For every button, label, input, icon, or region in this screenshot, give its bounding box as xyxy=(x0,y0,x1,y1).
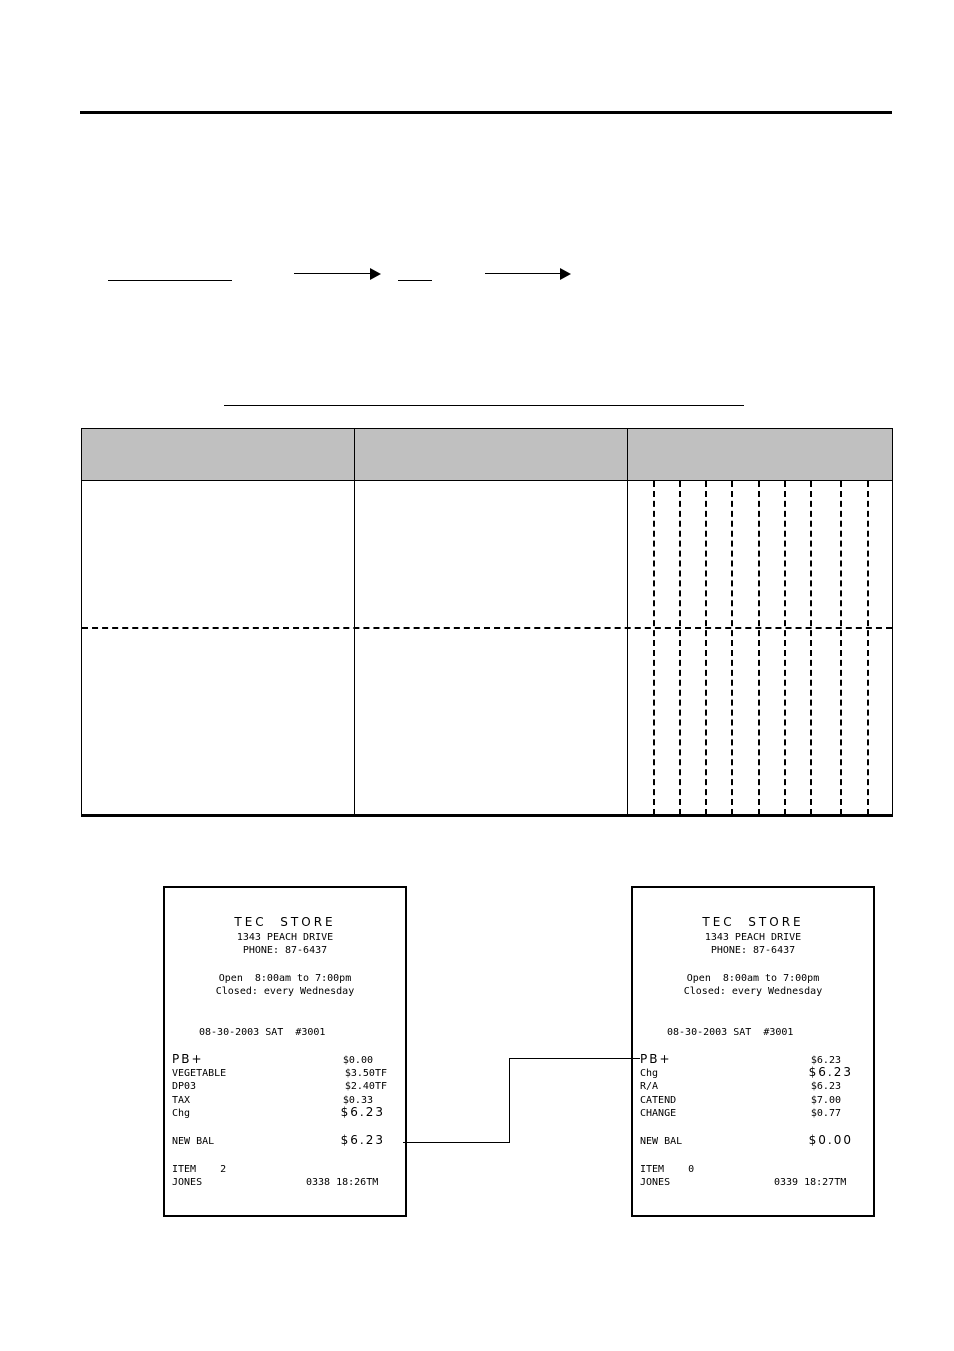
receipt-line-amount: $7.00 xyxy=(810,1095,841,1106)
receipt-line-amount: $3.50TF xyxy=(344,1068,387,1079)
balance-amount: $6.23 xyxy=(340,1133,385,1147)
store-hours: Open 8:00am to 7:00pm xyxy=(686,973,820,984)
receipt-line-amount: $6.23 xyxy=(340,1105,385,1119)
store-address: 1343 PEACH DRIVE xyxy=(236,932,334,943)
key-column-line xyxy=(758,481,760,815)
connector-line xyxy=(509,1058,510,1143)
receipt-line-amount: $6.23 xyxy=(810,1081,841,1092)
balance-label: NEW BAL xyxy=(640,1136,683,1147)
receipt-line-label: R/A xyxy=(640,1081,659,1092)
connector-line xyxy=(509,1058,640,1059)
key-column-line xyxy=(867,481,869,815)
receipt-line-amount: $6.23 xyxy=(808,1065,853,1079)
receipt-right xyxy=(631,886,875,1217)
arrow-shaft-1 xyxy=(294,273,374,274)
receipt-line-label: Chg xyxy=(172,1108,191,1119)
item-count: ITEM 0 xyxy=(640,1164,695,1175)
receipt-line-amount: $0.77 xyxy=(810,1108,841,1119)
date-line: 08-30-2003 SAT #3001 xyxy=(199,1027,326,1038)
column-divider xyxy=(627,429,628,815)
date-line: 08-30-2003 SAT #3001 xyxy=(667,1027,794,1038)
connector-line xyxy=(403,1142,510,1143)
balance-label: NEW BAL xyxy=(172,1136,215,1147)
key-column-line xyxy=(731,481,733,815)
receipt-line-label: TAX xyxy=(172,1095,191,1106)
store-address: 1343 PEACH DRIVE xyxy=(704,932,802,943)
key-column-line xyxy=(679,481,681,815)
operation-table xyxy=(81,428,893,817)
receipt-line-label: CHANGE xyxy=(640,1108,677,1119)
row-divider xyxy=(82,627,892,629)
receipt-line-label: PB+ xyxy=(640,1052,672,1066)
receipt-left xyxy=(163,886,407,1217)
key-column-line xyxy=(784,481,786,815)
item-count: ITEM 2 xyxy=(172,1164,227,1175)
table-title-underline xyxy=(224,405,744,406)
top-rule xyxy=(80,111,892,114)
closed-day: Closed: every Wednesday xyxy=(215,986,355,997)
receipt-line-label: Chg xyxy=(640,1068,659,1079)
key-column-line xyxy=(705,481,707,815)
receipt-line-label: CATEND xyxy=(640,1095,677,1106)
store-phone: PHONE: 87-6437 xyxy=(710,945,796,956)
clerk-name: JONES xyxy=(640,1177,671,1188)
balance-amount: $0.00 xyxy=(808,1133,853,1147)
receipt-line-amount: $0.00 xyxy=(342,1055,373,1066)
store-hours: Open 8:00am to 7:00pm xyxy=(218,973,352,984)
key-column-line xyxy=(653,481,655,815)
receipt-line-label: VEGETABLE xyxy=(172,1068,227,1079)
arrow-right-icon xyxy=(370,268,381,280)
receipt-line-amount: $0.33 xyxy=(342,1095,373,1106)
blank-line-1 xyxy=(108,280,232,281)
arrow-shaft-2 xyxy=(485,273,563,274)
consecutive-time: 0339 18:27TM xyxy=(774,1177,847,1188)
clerk-name: JONES xyxy=(172,1177,203,1188)
key-column-line xyxy=(810,481,812,815)
table-header xyxy=(82,429,892,481)
receipt-line-label: PB+ xyxy=(172,1052,204,1066)
closed-day: Closed: every Wednesday xyxy=(683,986,823,997)
blank-line-2 xyxy=(398,280,432,281)
store-phone: PHONE: 87-6437 xyxy=(242,945,328,956)
column-divider xyxy=(354,429,355,815)
arrow-right-icon xyxy=(560,268,571,280)
key-column-line xyxy=(840,481,842,815)
store-name: TEC STORE xyxy=(234,915,336,929)
receipt-line-amount: $6.23 xyxy=(810,1055,841,1066)
store-name: TEC STORE xyxy=(702,915,804,929)
consecutive-time: 0338 18:26TM xyxy=(306,1177,379,1188)
receipt-line-amount: $2.40TF xyxy=(344,1081,387,1092)
receipt-line-label: DP03 xyxy=(172,1081,197,1092)
